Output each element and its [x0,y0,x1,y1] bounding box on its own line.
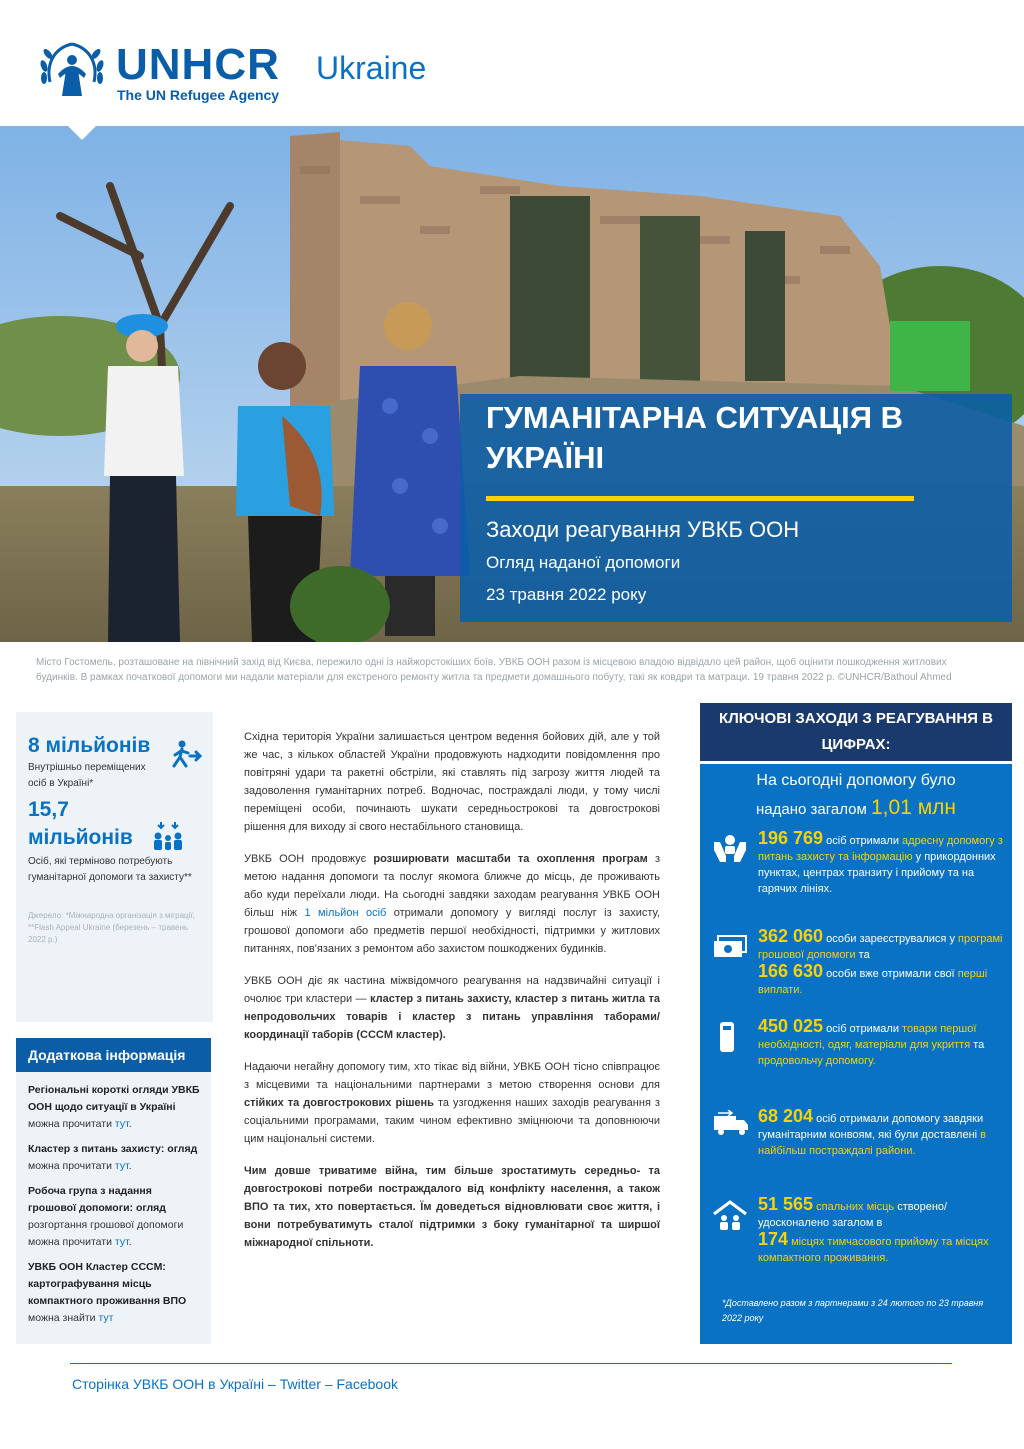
info-item-end: . [128,1118,132,1130]
info-item-cash [28,1183,201,1251]
footer-divider [70,1363,952,1364]
fact-number: 174 [758,1229,789,1249]
need-description: Осіб, які терміново потребують гуманітарної допомоги та захисту** [28,856,192,883]
truck-icon [712,1110,750,1136]
fact-highlight: в найбільш постраждалі райони. [758,1129,986,1157]
page-subtitle-2: Огляд наданої допомоги [486,553,681,572]
body-paragraph-5: Чим довше триватиме війна, тим більше зростатимуть середньо- та довгострокові потреби постраждалого від конфлікту населення, а також ВПО та тих, хто повертається. Їм доведеться відновлювати своє життя, і вони потребуватимуть сталої підтримки з боку гуманітарної та ширшої міжнародної спільноти. [244,1165,660,1249]
cash-icon [712,934,748,960]
fact-number: 196 769 [758,828,824,848]
info-link-protection[interactable]: тут [114,1160,129,1172]
total-line-2 [700,796,1012,820]
p4-text: Надаючи негайну допомогу тим, хто тікає від війни, УВКБ ООН тісно співпрацює з місцевими та національними партнерами з метою створення основи для [244,1061,660,1091]
fact-number: 68 204 [758,1106,814,1126]
country-label: Ukraine [316,50,427,86]
walking-person-icon [168,740,202,768]
info-link-cccm[interactable]: тут [98,1312,114,1324]
info-item-protection [28,1141,201,1175]
fact-text: особи вже отримали свої [823,968,958,980]
supplies-icon [712,1020,742,1054]
fact-text: створено/удосконалено загалом в [758,1201,948,1229]
info-item-text: можна прочитати [28,1160,115,1172]
info-item-cccm [28,1259,201,1327]
fact-items [758,1018,1004,1069]
more-info-list [16,1072,211,1344]
p2-text: УВКБ ООН продовжує [244,853,374,865]
total-line-1: На сьогодні допомогу було [756,772,956,789]
fact-number: 450 025 [758,1016,824,1036]
fact-shelter [758,1196,1004,1266]
page-date: 23 травня 2022 року [486,585,647,604]
fact-highlight: продовольчу допомогу. [758,1055,876,1067]
footer-links[interactable]: Сторінка УВКБ ООН в Україні – Twitter – Facebook [72,1376,398,1392]
fact-cash [758,928,1004,998]
body-paragraph-1: Східна територія України залишається центром ведення бойових дій, але у той же час, з кількох областей України продовжують надходити повідомлення про повітряні удари та ракетні обстріли, які ставлять під загрозу життя людей та задоволення гуманітарних потреб. Водночас, постраждалі люди, у тому числі переміщені особи, починають шукати середньострокові та довгострокові рішення для виходу зі свого нестабільного становища. [244,731,660,833]
fact-text: та [970,1039,985,1051]
org-name: UNHCR [116,40,280,89]
info-item-title: Регіональні короткі огляди УВКБ ООН щодо ситуації в Україні [28,1084,200,1113]
fact-highlight: програмі грошової допомоги [758,933,1003,961]
page-title: ГУМАНІТАРНА СИТУАЦІЯ В УКРАЇНІ [486,400,903,475]
people-group-icon [150,820,186,856]
fact-text: особи зареєструвалися у [823,933,959,945]
stats-source: Джерело: *Міжнародна організація з міграції; **Flash Appeal Ukraine (березень – травень 2022 р.) [28,911,195,944]
fact-text: та [855,949,870,961]
idp-description: Внутрішньо переміщених осіб в Україні* [28,762,146,789]
fact-text: осіб отримали допомогу завдяки гуманітарним конвоям, які були доставлені [758,1113,984,1141]
more-info-heading: Додаткова інформація [16,1038,211,1072]
key-facts-heading: КЛЮЧОВІ ЗАХОДИ З РЕАГУВАННЯ В ЦИФРАХ: [700,703,1012,761]
hands-protection-icon [712,832,748,864]
fact-highlight: адресну допомогу з питань захисту та інформацію [758,835,1003,863]
fact-text: осіб отримали [823,835,903,847]
info-item-text: можна прочитати [28,1118,115,1130]
p2-text: отримали допомогу у вигляді послуг із захисту, грошової допомоги або предметів першої необхідності, підтримки у житлових питаннях, пов'язаних з ремонтом або захистом пошкоджених будинків. [244,907,660,955]
p2-highlight: 1 мільйон осіб [304,907,387,919]
body-text [244,728,660,1266]
idp-count: 8 мільйонів [28,734,151,757]
fact-highlight: перші виплати. [758,968,988,996]
info-item-end: . [128,1160,132,1172]
fact-text: у прикордонних пунктах, центрах транзиту і прийому та на гарячих лініях. [758,851,996,895]
key-facts-note: *Доставлено разом з партнерами з 24 лютого по 23 травня 2022 року [722,1298,984,1323]
info-item-title: Кластер з питань захисту: огляд [28,1143,198,1155]
info-link-cash[interactable]: тут [114,1236,129,1248]
page-header [0,0,1024,126]
body-paragraph-3 [244,972,660,1044]
info-item-text: розгортання грошової допомоги можна прочитати [28,1219,184,1248]
fact-protection [758,830,1004,897]
p3-bold: кластер з питань захисту, кластер з питань житла та непродовольчих товарів і кластер з питань управління таборами/координації таборів (CCCM кластер). [244,993,660,1041]
fact-highlight: товари першої необхідності, одяг, матеріали для укриття [758,1023,977,1051]
photo-caption: Місто Гостомель, розташоване на північний захід від Києва, пережило одні із найжорстокіших боїв. УВКБ ООН разом із місцевою владою відвідало цей район, щоб оцінити пошкодження житлових будинків. В рамках початкової допомоги ми надали матеріали для екстреного ремонту житла та предмети домашнього побуту, такі як ковдри та матраци. 19 травня 2022 р. ©UNHCR/Bathoul Ahmed [36,657,952,683]
fact-number: 362 060 [758,926,824,946]
total-value: 1,01 млн [870,796,956,819]
p4-text: та узгодження наших заходів реагування з соціальними програмами, таким чином ефективно зміцнюючи та доповнюючи цим національні системи. [244,1097,660,1145]
total-label: надано загалом [756,801,867,818]
org-tagline: The UN Refugee Agency [117,87,280,103]
title-box [460,394,1012,622]
body-paragraph-2 [244,850,660,958]
fact-text: осіб отримали [823,1023,903,1035]
key-facts-panel [700,764,1012,1344]
info-item-text: можна знайти [28,1312,99,1324]
fact-highlight: спальних місць [813,1201,895,1213]
unhcr-emblem-icon [36,38,108,102]
p2-bold: розширювати масштаби та охоплення програм [373,853,648,865]
fact-highlight: місцях тимчасового прийому та місцях компактного проживання. [758,1236,989,1264]
header-notch [68,126,96,140]
info-item-regional [28,1082,201,1133]
info-item-end: . [128,1236,132,1248]
body-paragraph-4 [244,1058,660,1148]
fact-convoys [758,1108,1004,1159]
info-item-title: Робоча група з надання грошової допомоги: огляд [28,1185,166,1214]
page-subtitle: Заходи реагування УВКБ ООН [486,517,800,542]
p3-text: УВКБ ООН діє як частина міжвідомчого реагування на надзвичайні ситуації і очолює три кластери — [244,975,660,1005]
fact-number: 166 630 [758,961,824,981]
info-item-title: УВКБ ООН Кластер CCCM: картографування місць компактного проживання ВПО [28,1261,187,1307]
p4-bold: стійких та довгострокових рішень [244,1097,434,1109]
shelter-house-icon [712,1200,748,1232]
fact-number: 51 565 [758,1194,814,1214]
title-divider [486,496,914,501]
p2-text: з метою надання допомоги та послуг якомога ближче до місць, де проживають або куди переїхали люди. На сьогодні завдяки заходам реагування УВКБ ООН більш ніж [244,853,660,919]
need-count: 15,7 мільйонів [28,798,133,849]
info-link-regional[interactable]: тут [114,1118,129,1130]
